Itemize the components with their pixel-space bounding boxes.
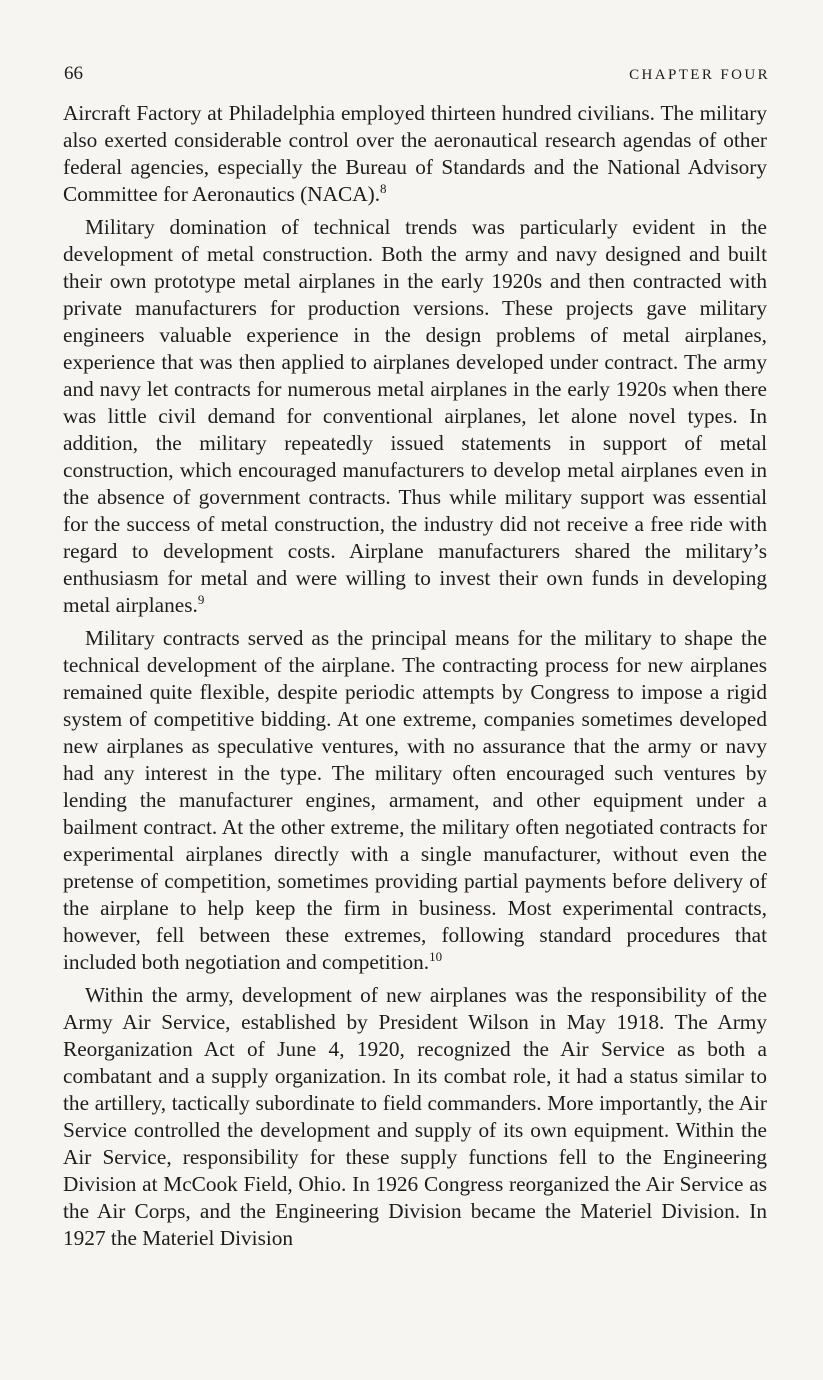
page-number: 66 — [64, 63, 83, 84]
paragraph-2-text: Military domination of technical trends was particularly evident in the development of metal construction. Both the army and navy designed and built their own prototype metal airplanes in the early 1920s and then contracted with private manufacturers for production versions. These projects gave military engineers valuable experience in the design problems of metal airplanes, experience that was then applied to airplanes developed under contract. The army and navy let contracts for numerous metal airplanes in the early 1920s when there was little civil demand for conventional airplanes, let alone novel types. In addition, the military repeatedly issued statements in support of metal construction, which encouraged manufacturers to develop metal airplanes even in the absence of government contracts. Thus while military support was essential for the success of metal construction, the industry did not receive a free ride with regard to development costs. Airplane manufacturers shared the military’s enthusiasm for metal and were willing to invest their own funds in developing metal airplanes. — [63, 215, 767, 617]
paragraph-4-text: Within the army, development of new airplanes was the responsibility of the Army Air Service, established by President Wilson in May 1918. The Army Reorganization Act of June 4, 1920, recognized the Air Service as both a combatant and a supply organization. In its combat role, it had a status similar to the artillery, tactically subordinate to field commanders. More importantly, the Air Service controlled the development and supply of its own equipment. Within the Air Service, responsibility for these supply functions fell to the Engineering Division at McCook Field, Ohio. In 1926 Congress reorganized the Air Service as the Air Corps, and the Engineering Division became the Materiel Division. In 1927 the Materiel Division — [63, 983, 767, 1250]
paragraph-1 — [63, 100, 767, 208]
paragraph-4 — [63, 982, 767, 1252]
paragraph-3-text: Military contracts served as the principal means for the military to shape the technical development of the airplane. The contracting process for new airplanes remained quite flexible, despite periodic attempts by Congress to impose a rigid system of competitive bidding. At one extreme, companies sometimes developed new airplanes as speculative ventures, with no assurance that the army or navy had any interest in the type. The military often encouraged such ventures by lending the manufacturer engines, armament, and other equipment under a bailment contract. At the other extreme, the military often negotiated contracts for experimental airplanes directly with a single manufacturer, without even the pretense of competition, sometimes providing partial payments before delivery of the airplane to help keep the firm in business. Most experimental contracts, however, fell between these extremes, following standard procedures that included both negotiation and competition. — [63, 626, 767, 974]
running-head: CHAPTER FOUR — [629, 67, 770, 83]
page-header — [64, 62, 770, 88]
footnote-ref-10: 10 — [429, 949, 443, 964]
paragraph-2 — [63, 214, 767, 619]
footnote-ref-9: 9 — [197, 592, 205, 607]
paragraph-1-text: Aircraft Factory at Philadelphia employed thirteen hundred civilians. The military also exerted considerable control over the aeronautical research agendas of other federal agencies, especially the Bureau of Standards and the National Advisory Committee for Aeronautics (NACA). — [63, 101, 767, 206]
body-text — [63, 100, 767, 1252]
footnote-ref-8: 8 — [380, 181, 387, 196]
paragraph-3 — [63, 625, 767, 976]
